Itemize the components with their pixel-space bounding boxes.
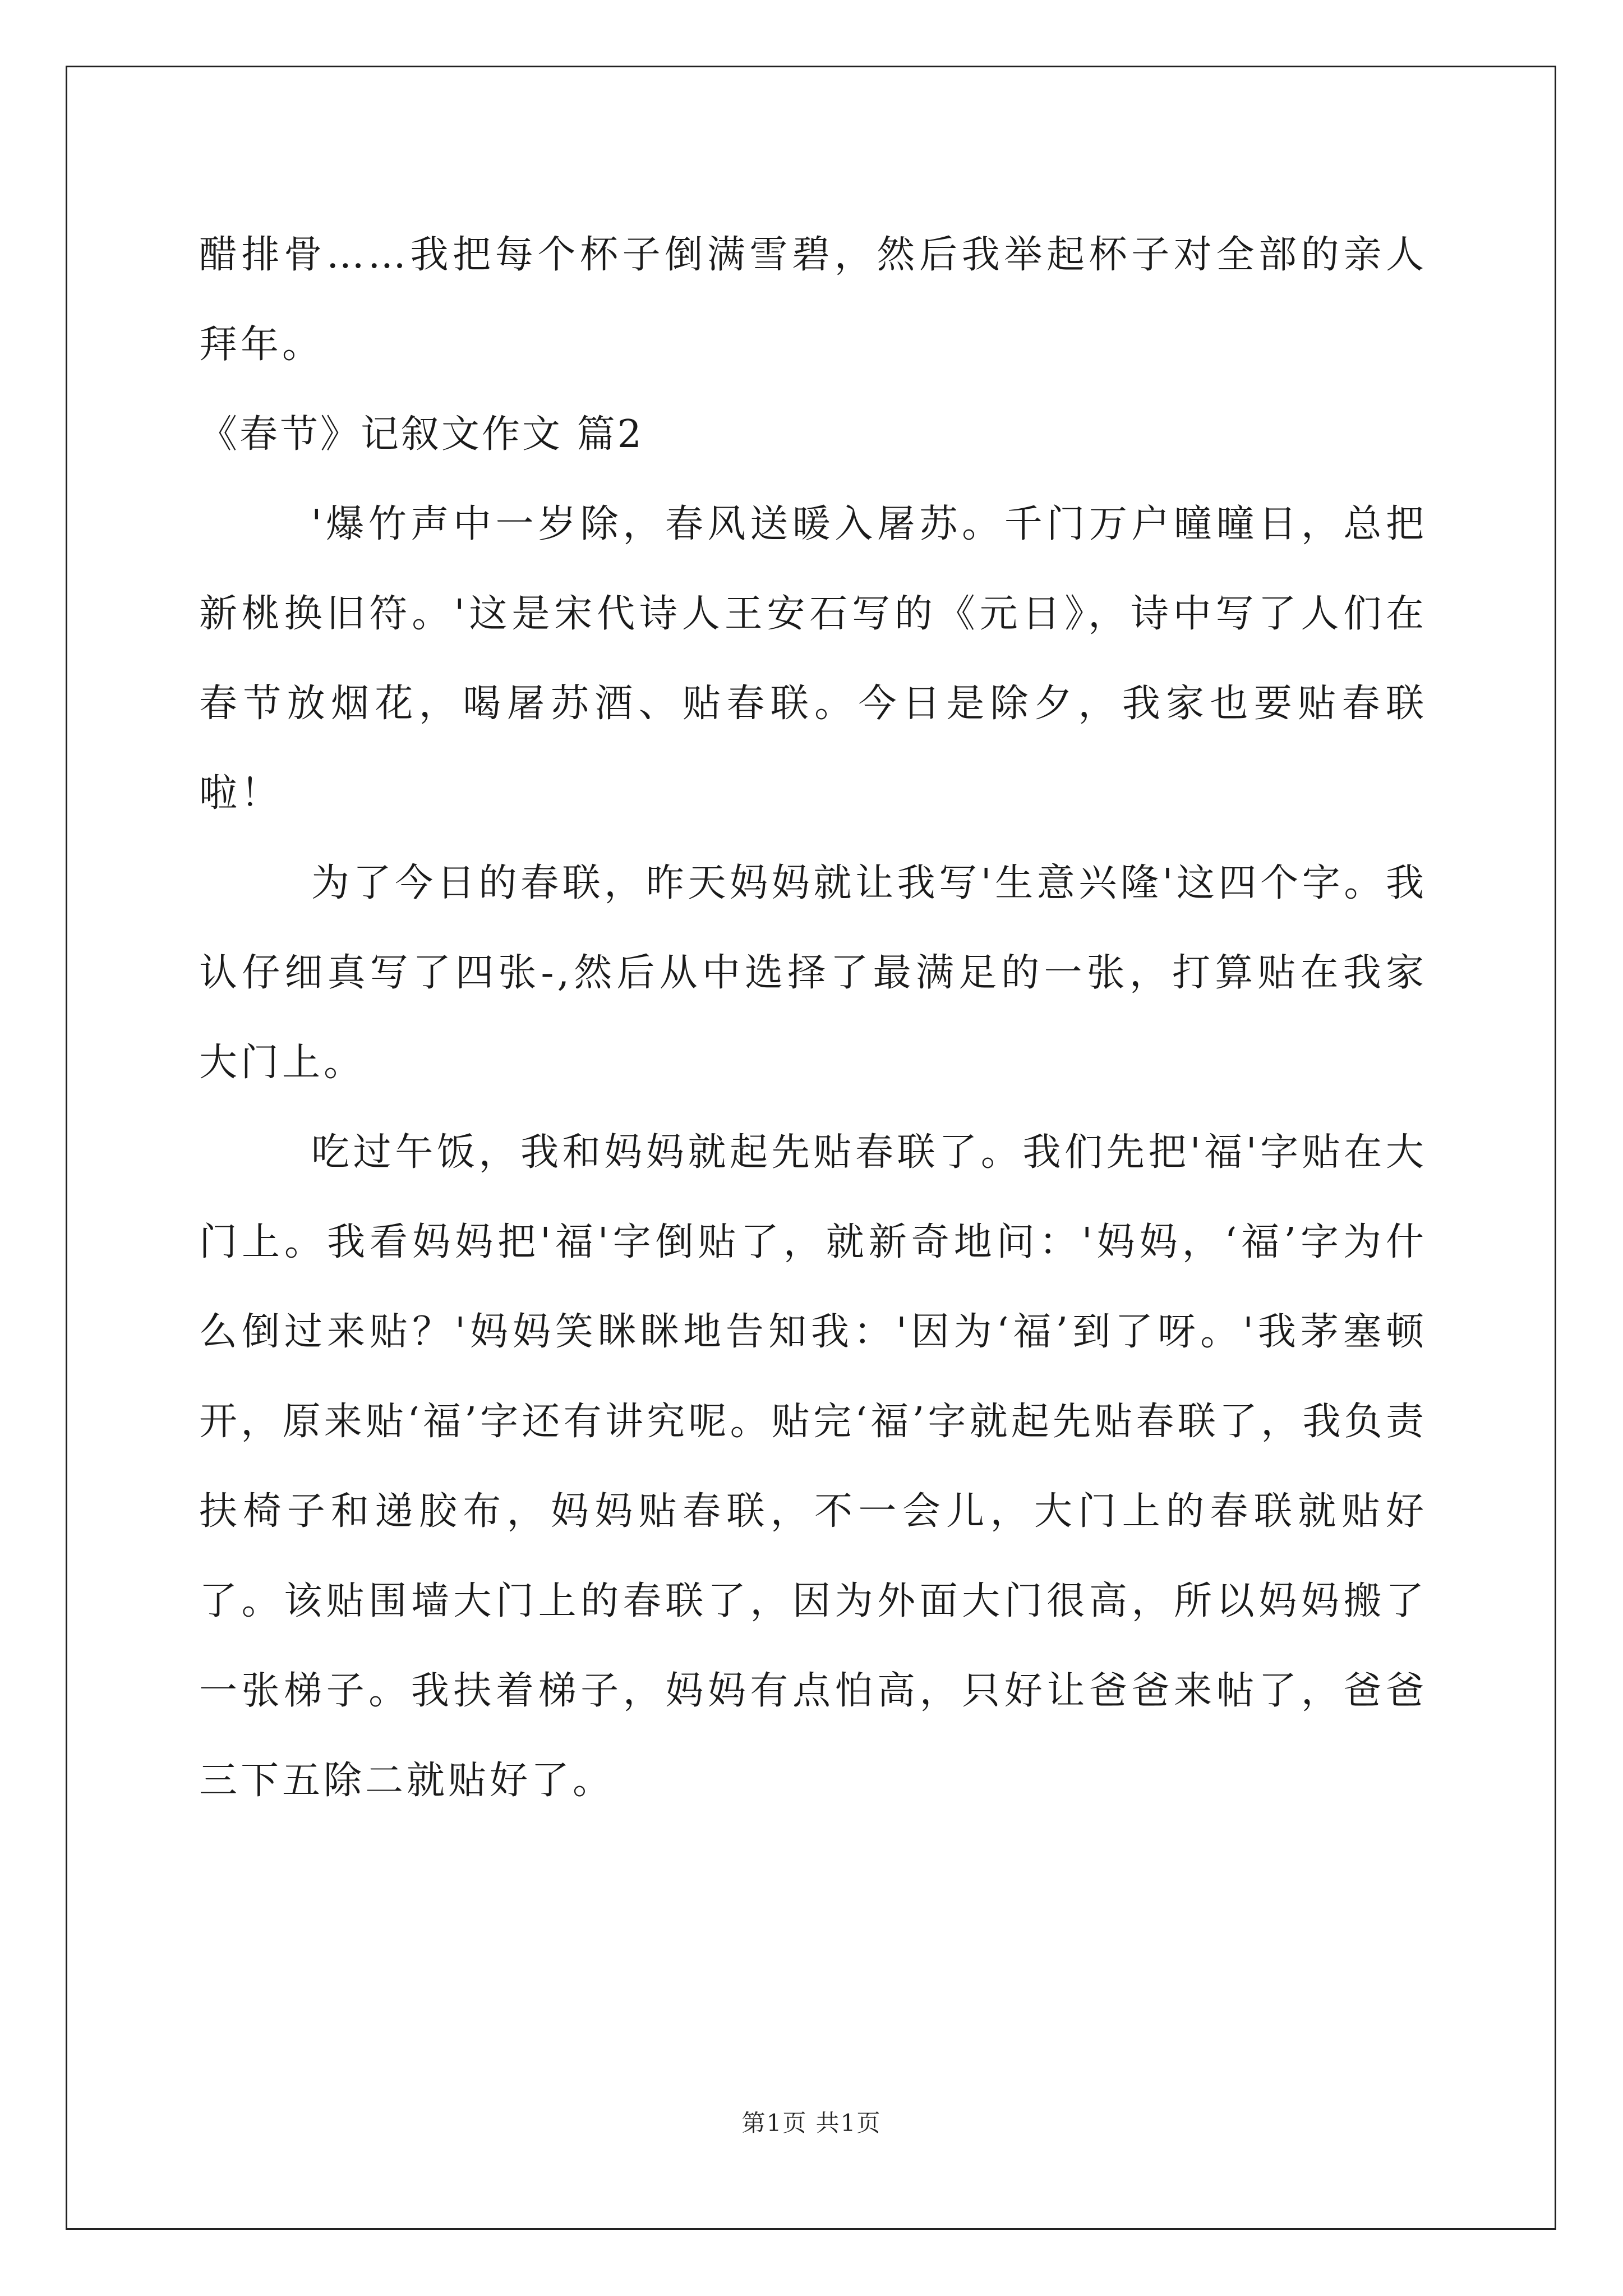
paragraph-2: 为了今日的春联，昨天妈妈就让我写'生意兴隆'这四个字。我认仔细真写了四张-,然后从中选择了最满足的一张，打算贴在我家大门上。 — [199, 861, 1428, 1085]
paragraph-3: 吃过午饭，我和妈妈就起先贴春联了。我们先把'福'字贴在大门上。我看妈妈把'福'字倒贴了，就新奇地问：'妈妈，‘福’字为什么倒过来贴？'妈妈笑眯眯地告知我：'因为‘福’到了呀。'我茅塞顿开，原来贴‘福’字还有讲究呢。贴完‘福’字就起先贴春联了，我负责扶椅子和递胶布，妈妈贴春联，不一会儿，大门上的春联就贴好了。该贴围墙大门上的春联了，因为外面大门很高，所以妈妈搬了一张梯子。我扶着梯子，妈妈有点怕高，只好让爸爸来帖了，爸爸三下五除二就贴好了。 — [199, 1130, 1427, 1803]
page-footer: 第1页 共1页 — [741, 2109, 882, 2137]
essay-heading: 《春节》记叙文作文 篇2 — [199, 412, 644, 457]
paragraph-continuation: 醋排骨……我把每个杯子倒满雪碧，然后我举起杯子对全部的亲人拜年。 — [199, 233, 1427, 367]
paragraph-1: '爆竹声中一岁除，春风送暖入屠苏。千门万户曈曈日，总把新桃换旧符。'这是宋代诗人王安石写的《元日》，诗中写了人们在春节放烟花，喝屠苏酒、贴春联。今日是除夕，我家也要贴春联啦！ — [199, 502, 1427, 816]
document-body — [199, 210, 1427, 1826]
